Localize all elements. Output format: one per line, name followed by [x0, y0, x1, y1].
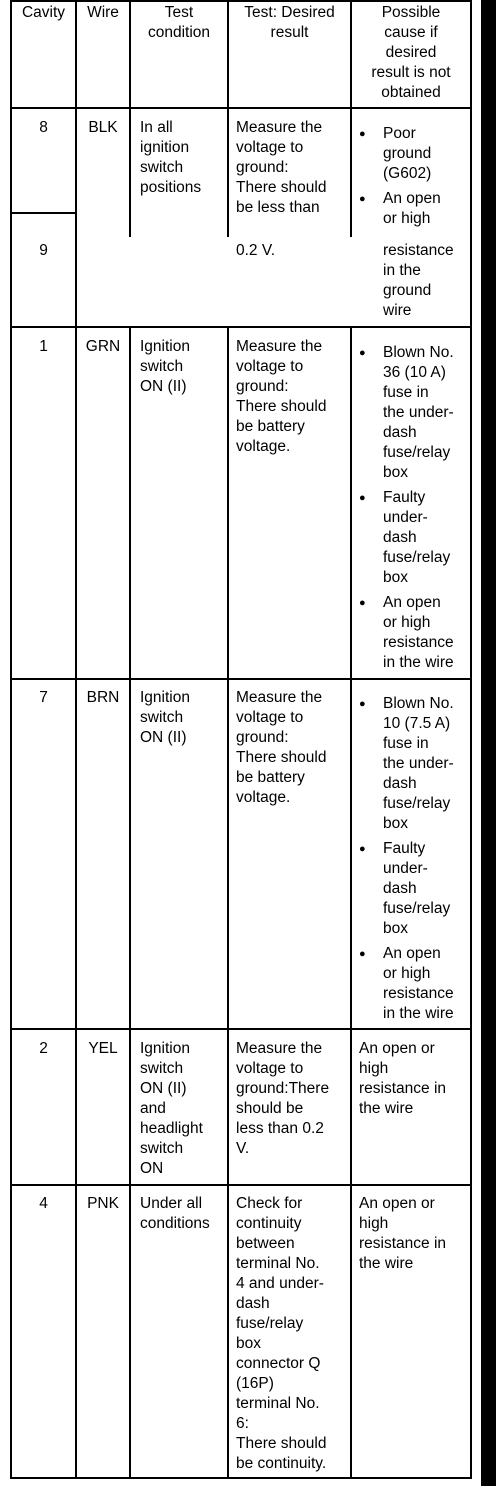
condition-cell: Ignition switch ON (II): [140, 338, 190, 395]
header-desired-result: Test: Desired result: [244, 4, 335, 41]
cavity-cell: 1: [39, 338, 48, 355]
cause-cell: An open or high resistance in the wire: [359, 1040, 447, 1117]
diagnostic-table: [10, 0, 472, 1479]
result-cell: Check for continuity between terminal No. 4 and under- dash fuse/relay box connector Q (16P) terminal No. 6: There should be continuity.: [236, 1195, 327, 1472]
column-rule: [227, 326, 229, 1479]
cavity-cell: 9: [39, 242, 48, 259]
cause-item: ● Poor ground (G602): [357, 124, 470, 184]
condition-cell: Under all conditions: [140, 1195, 210, 1232]
column-rule: [350, 326, 352, 1479]
row-rule: [10, 0, 472, 2]
condition-cell: In all ignition switch positions: [140, 119, 202, 196]
column-rule: [75, 0, 77, 1479]
cause-list: [357, 124, 470, 234]
result-cell-continued: 0.2 V.: [236, 242, 276, 259]
result-cell: Measure the voltage to ground: There should be battery voltage.: [236, 338, 327, 455]
cause-item-continued: resistance in the ground wire: [383, 242, 454, 319]
cavity-cell: 2: [39, 1040, 48, 1057]
wire-cell: GRN: [85, 338, 121, 355]
right-edge-bar: [481, 0, 496, 1486]
cavity-cell: 4: [39, 1195, 48, 1212]
header-wire: Wire: [87, 4, 119, 21]
row-rule: [10, 326, 472, 328]
condition-cell: Ignition switch ON (II): [140, 689, 190, 746]
header-cavity: Cavity: [21, 4, 66, 21]
cause-list: [357, 694, 470, 1029]
cause-item: ● Blown No. 36 (10 A) fuse in the under- dash fuse/relay box: [357, 343, 470, 483]
cause-cell: An open or high resistance in the wire: [359, 1195, 447, 1272]
column-rule: [470, 0, 472, 1479]
cause-item: ● Blown No. 10 (7.5 A) fuse in the under- dash fuse/relay box: [357, 694, 470, 834]
header-test-condition: Test condition: [147, 4, 211, 41]
cause-item: ● An open or high: [357, 189, 470, 229]
cavity-cell: 8: [39, 119, 48, 136]
column-rule: [10, 0, 12, 1479]
result-cell: Measure the voltage to ground: There should be less than: [236, 119, 327, 216]
cause-item: ● An open or high resistance in the wire: [357, 944, 470, 1024]
result-cell: Measure the voltage to ground: There should be battery voltage.: [236, 689, 327, 806]
wire-cell: PNK: [87, 1195, 119, 1212]
cavity-cell: 7: [39, 689, 48, 706]
wire-cell: BLK: [88, 119, 118, 136]
cause-item: ● Faulty under- dash fuse/relay box: [357, 488, 470, 588]
cause-item: ● Faulty under- dash fuse/relay box: [357, 839, 470, 939]
result-cell: Measure the voltage to ground:There should be less than 0.2 V.: [236, 1040, 330, 1157]
condition-cell: Ignition switch ON (II) and headlight switch ON: [140, 1040, 203, 1177]
cause-list: [357, 343, 470, 678]
cause-item: ● An open or high resistance in the wire: [357, 593, 470, 673]
row-rule: [10, 678, 472, 680]
row-rule: [10, 1477, 472, 1479]
row-rule: [10, 107, 472, 109]
column-rule: [129, 326, 131, 1479]
wire-cell: YEL: [88, 1040, 118, 1057]
row-rule: [10, 1184, 472, 1186]
header-possible-cause: Possible cause if desired result is not obtained: [371, 4, 451, 101]
row-rule: [10, 212, 77, 214]
wire-cell: BRN: [86, 689, 120, 706]
